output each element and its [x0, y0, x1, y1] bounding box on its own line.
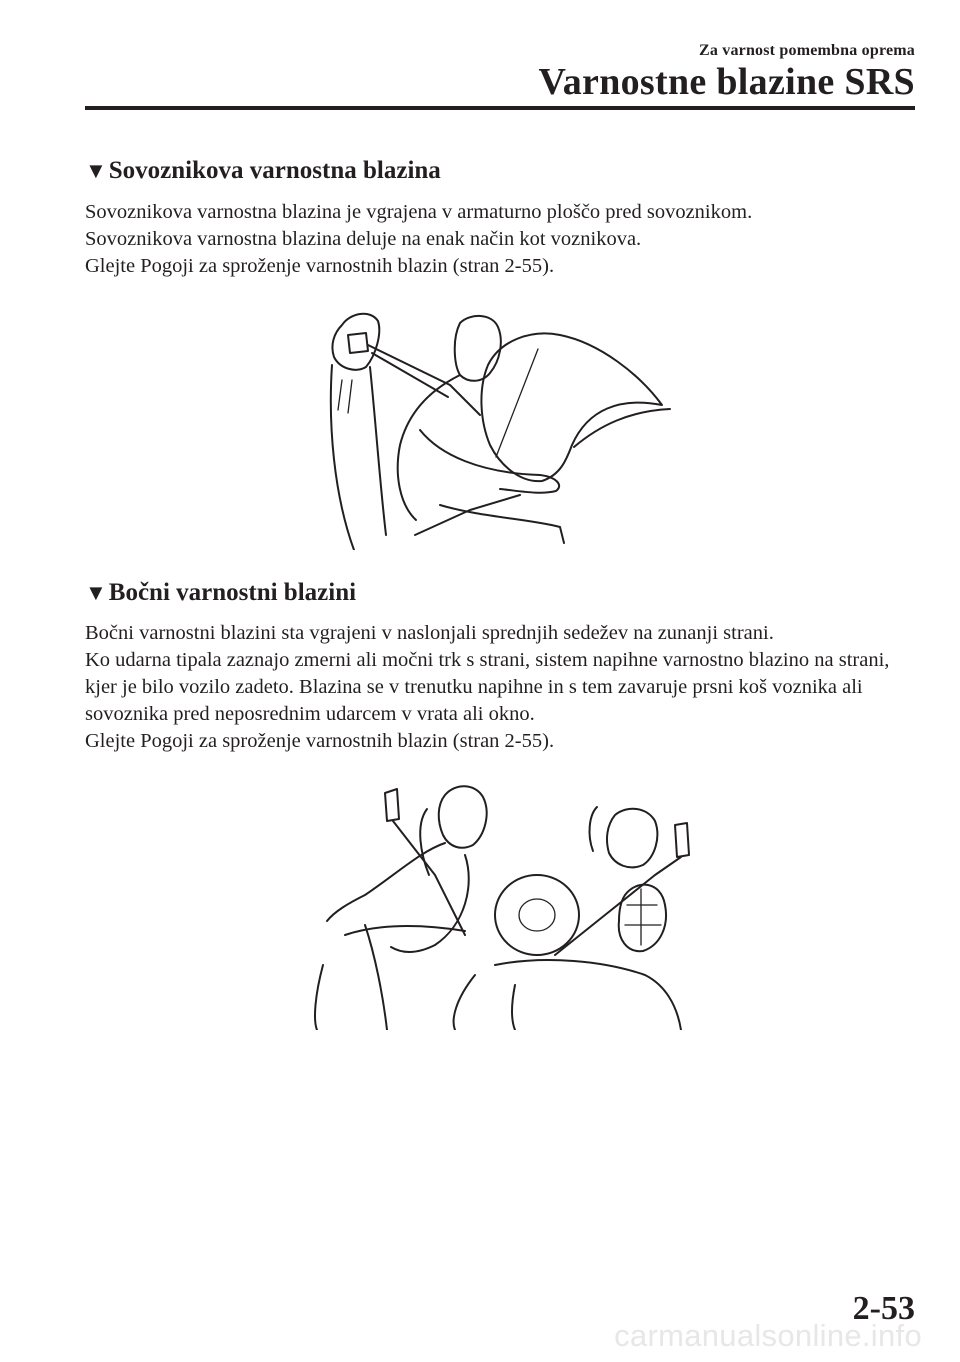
watermark: carmanualsonline.info — [614, 1318, 922, 1353]
deployed-airbag — [481, 333, 662, 481]
paragraph: Bočni varnostni blazini sta vgrajeni v naslonjali sprednjih sedežev na zunanji strani. — [85, 622, 774, 644]
driver-head — [607, 809, 657, 868]
section-body-passenger-airbag — [85, 199, 925, 280]
dashboard — [574, 409, 670, 447]
paragraph: Glejte Pogoji za sproženje varnostnih blazin (stran 2-55). — [85, 730, 555, 752]
section-heading-passenger-airbag — [85, 157, 441, 185]
paragraph: Sovoznikova varnostna blazina je vgrajena v armaturno ploščo pred sovoznikom. — [85, 201, 753, 223]
section-heading-label: Bočni varnostni blazini — [108, 579, 357, 606]
section-body-side-airbags — [85, 620, 925, 755]
side-airbags-illustration — [305, 775, 695, 1030]
passenger-arm — [327, 843, 445, 921]
steering-wheel — [495, 875, 579, 955]
page-title: Varnostne blazine SRS — [538, 61, 915, 103]
header-divider — [85, 106, 915, 110]
seatbelt — [555, 857, 681, 955]
seatbelt-anchor — [385, 789, 399, 821]
headrest — [332, 314, 379, 370]
paragraph: Glejte Pogoji za sproženje varnostnih blazin (stran 2-55). — [85, 255, 555, 277]
seatbelt — [368, 345, 480, 415]
section-heading-label: Sovoznikova varnostna blazina — [108, 157, 441, 184]
passenger-back — [398, 375, 460, 520]
seat-edge — [315, 965, 323, 1030]
triangle-down-icon: ▼ — [85, 158, 107, 183]
seatbelt — [393, 821, 465, 935]
page-number: 2-53 — [852, 1290, 915, 1327]
driver-headrest — [590, 807, 597, 851]
deployed-side-airbag — [619, 885, 666, 952]
passenger-head — [439, 786, 487, 848]
passenger-arm — [420, 430, 559, 493]
passenger-airbag-illustration — [320, 305, 680, 550]
section-heading-side-airbags — [85, 579, 356, 607]
paragraph: Ko udarna tipala zaznajo zmerni ali močni trk s strani, sistem napihne varnostno blazino na strani, kjer je bilo vozilo zadeto. Blazina se v trenutku napihne in s tem zavaruje prsni koš voznika ali sovoznika pred neposrednim udarcem v vrata ali okno. — [85, 649, 890, 725]
triangle-down-icon: ▼ — [85, 580, 107, 605]
paragraph: Sovoznikova varnostna blazina deluje na enak način kot voznikova. — [85, 228, 642, 250]
seatbelt-anchor — [348, 333, 368, 353]
passenger-head — [455, 316, 501, 381]
chapter-title: Za varnost pomembna oprema — [698, 42, 915, 59]
